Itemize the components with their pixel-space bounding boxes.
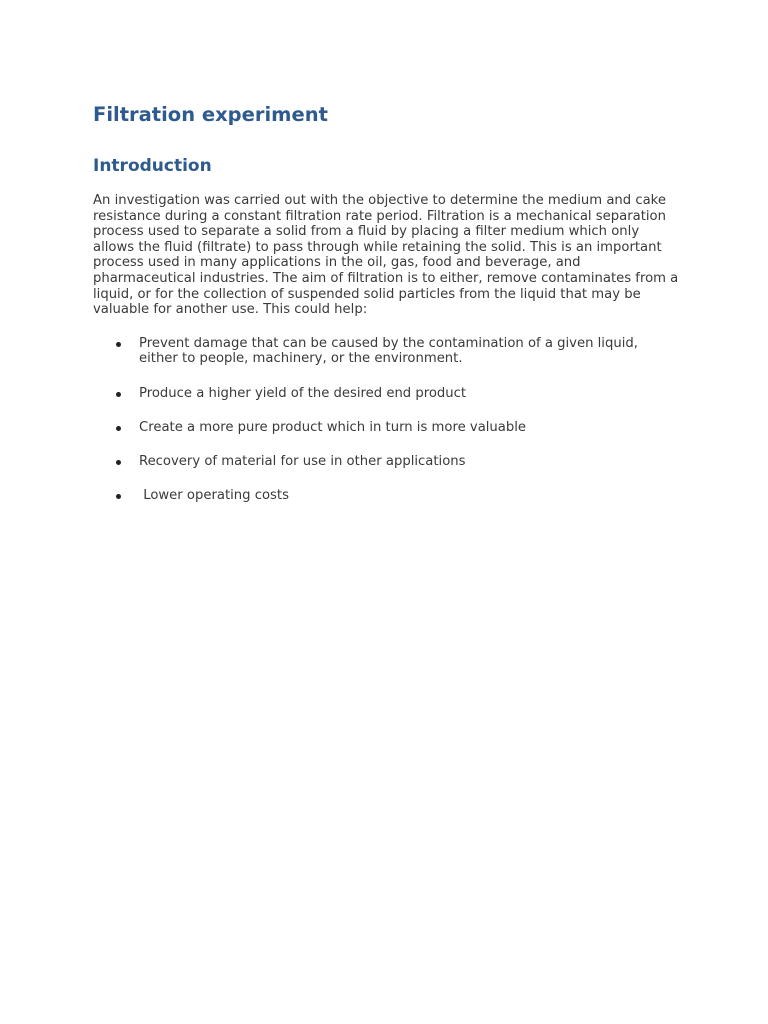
list-item-text: Recovery of material for use in other applications — [139, 453, 466, 469]
bullet-dot-icon — [116, 342, 121, 347]
list-item — [93, 386, 639, 402]
list-item-text: Prevent damage that can be caused by the contamination of a given liquid, either to people, machinery, or the environment. — [139, 335, 643, 367]
list-item-text: Lower operating costs — [139, 488, 289, 504]
list-item-text: Create a more pure product which in turn is more valuable — [139, 419, 527, 435]
bullet-dot-icon — [116, 460, 121, 465]
list-item — [93, 420, 639, 436]
document-title: Filtration experiment — [93, 103, 328, 126]
document-page — [93, 102, 683, 522]
benefits-list — [93, 336, 683, 504]
bullet-dot-icon — [116, 426, 121, 431]
list-item-text: Produce a higher yield of the desired end product — [139, 385, 467, 401]
list-item — [93, 454, 639, 470]
bullet-dot-icon — [116, 494, 121, 499]
list-item — [93, 335, 643, 367]
bullet-dot-icon — [116, 392, 121, 397]
introduction-paragraph: An investigation was carried out with the objective to determine the medium and cake resistance during a constant filtration rate period. Filtration is a mechanical separation process used to separate a solid from a fluid by placing a filter medium which only allows the fluid (filtrate) to pass through while retaining the solid. This is an important process used in many applications in the oil, gas, food and beverage, and pharmaceutical industries. The aim of filtration is to either, remove contaminates from a liquid, or for the collection of suspended solid particles from the liquid that may be valuable for another use. This could help: — [93, 193, 679, 318]
section-heading-introduction: Introduction — [93, 156, 212, 176]
list-item — [93, 488, 639, 504]
